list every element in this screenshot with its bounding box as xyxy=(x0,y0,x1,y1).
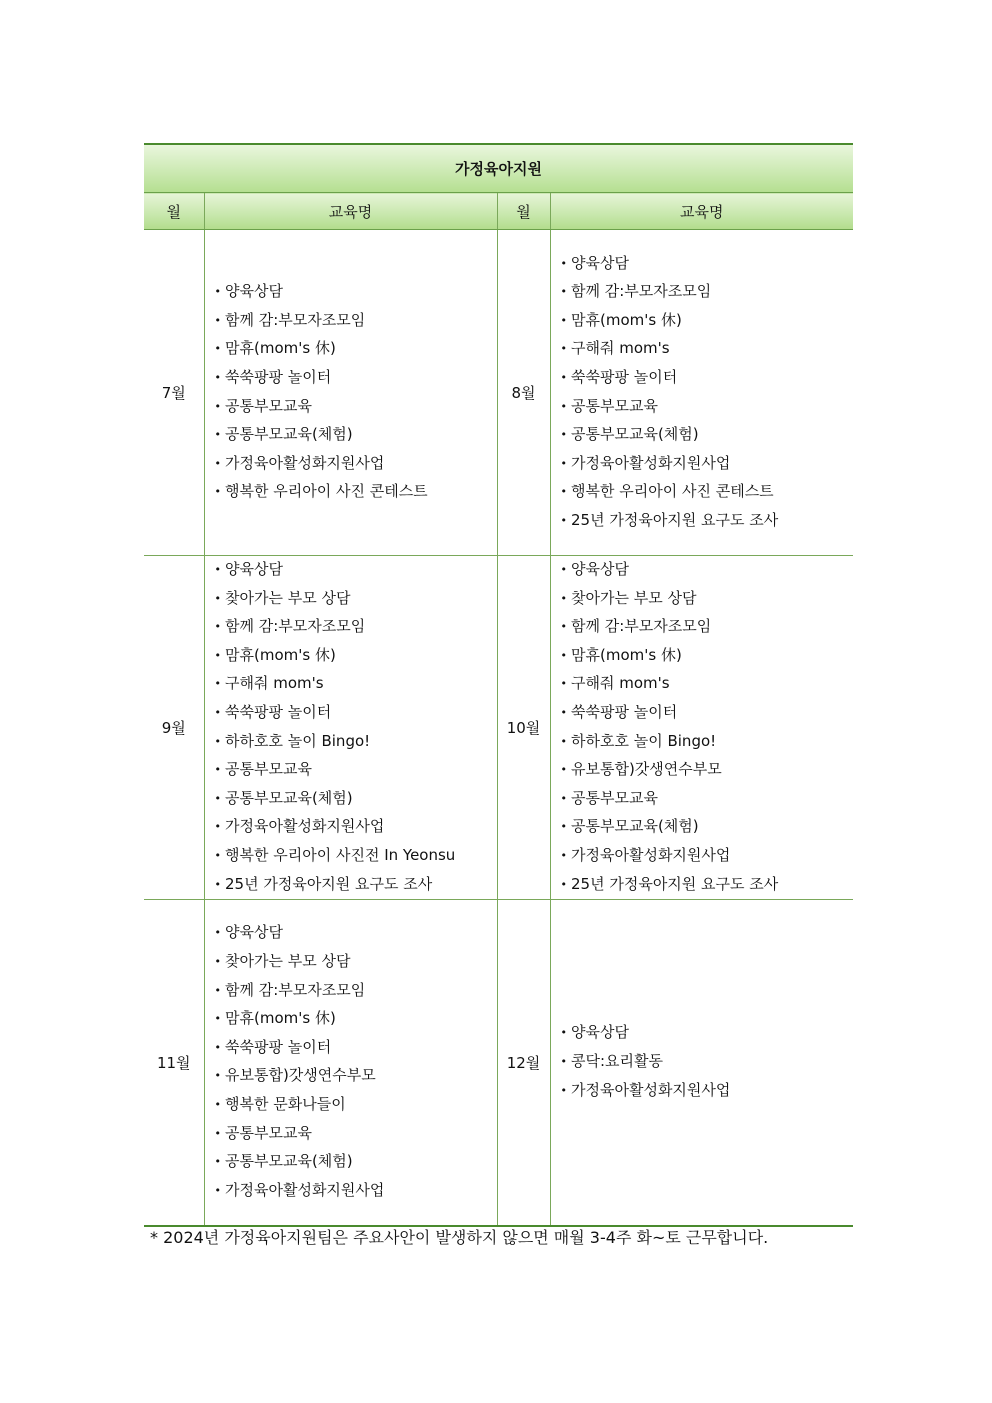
program-item: • 함께 감:부모자조모임 xyxy=(215,613,497,642)
header-month-right: 월 xyxy=(497,193,550,230)
program-item: • 공통부모교육(체험) xyxy=(215,421,497,450)
program-item: • 맘휴(mom's 休) xyxy=(215,642,497,671)
program-item: • 공통부모교육 xyxy=(215,756,497,785)
month-cell: 11월 xyxy=(144,900,204,1226)
month-cell: 12월 xyxy=(497,900,550,1226)
program-item: • 맘휴(mom's 休) xyxy=(561,642,854,671)
program-item: • 유보통합)갓생연수부모 xyxy=(215,1062,497,1091)
program-item: • 공통부모교육(체험) xyxy=(561,813,854,842)
table-row xyxy=(144,230,853,556)
program-item: • 하하호호 놀이 Bingo! xyxy=(215,728,497,757)
program-item: • 콩닥:요리활동 xyxy=(561,1048,854,1077)
program-item: • 쑥쑥팡팡 놀이터 xyxy=(215,1034,497,1063)
program-list xyxy=(215,556,497,899)
header-program-right: 교육명 xyxy=(550,193,853,230)
program-item: • 양육상담 xyxy=(561,1019,854,1048)
footnote: * 2024년 가정육아지원팀은 주요사안이 발생하지 않으면 매월 3-4주 화~토 근무합니다. xyxy=(150,1228,769,1247)
program-item: • 공통부모교육 xyxy=(561,785,854,814)
program-item: • 양육상담 xyxy=(215,556,497,585)
program-item: • 맘휴(mom's 休) xyxy=(215,335,497,364)
program-item: • 쑥쑥팡팡 놀이터 xyxy=(215,364,497,393)
program-item: • 공통부모교육 xyxy=(561,393,854,422)
header-row xyxy=(144,193,853,230)
program-item: • 맘휴(mom's 休) xyxy=(561,307,854,336)
program-item: • 가정육아활성화지원사업 xyxy=(561,1077,854,1106)
program-item: • 양육상담 xyxy=(561,556,854,585)
program-item: • 가정육아활성화지원사업 xyxy=(561,842,854,871)
header-program-left: 교육명 xyxy=(204,193,497,230)
program-cell xyxy=(550,230,853,556)
program-item: • 유보통합)갓생연수부모 xyxy=(561,756,854,785)
program-list xyxy=(561,250,854,536)
program-item: • 찾아가는 부모 상담 xyxy=(561,585,854,614)
program-item: • 찾아가는 부모 상담 xyxy=(215,948,497,977)
program-item: • 양육상담 xyxy=(561,250,854,279)
program-item: • 행복한 문화나들이 xyxy=(215,1091,497,1120)
program-cell xyxy=(550,900,853,1226)
program-item: • 양육상담 xyxy=(215,919,497,948)
program-item: • 가정육아활성화지원사업 xyxy=(561,450,854,479)
program-item: • 25년 가정육아지원 요구도 조사 xyxy=(215,871,497,900)
program-item: • 쑥쑥팡팡 놀이터 xyxy=(561,699,854,728)
program-item: • 구해줘 mom's xyxy=(561,670,854,699)
program-item: • 구해줘 mom's xyxy=(561,335,854,364)
program-item: • 25년 가정육아지원 요구도 조사 xyxy=(561,871,854,900)
program-item: • 가정육아활성화지원사업 xyxy=(215,1177,497,1206)
month-cell: 10월 xyxy=(497,556,550,900)
program-list xyxy=(561,1019,854,1105)
program-item: • 행복한 우리아이 사진 콘테스트 xyxy=(215,478,497,507)
program-item: • 구해줘 mom's xyxy=(215,670,497,699)
program-item: • 쑥쑥팡팡 놀이터 xyxy=(215,699,497,728)
program-item: • 행복한 우리아이 사진전 In Yeonsu xyxy=(215,842,497,871)
program-item: • 공통부모교육 xyxy=(215,1120,497,1149)
program-item: • 가정육아활성화지원사업 xyxy=(215,450,497,479)
program-item: • 양육상담 xyxy=(215,278,497,307)
program-item: • 맘휴(mom's 休) xyxy=(215,1005,497,1034)
program-item: • 공통부모교육(체험) xyxy=(215,1148,497,1177)
program-item: • 공통부모교육(체험) xyxy=(561,421,854,450)
program-list xyxy=(215,919,497,1205)
program-item: • 행복한 우리아이 사진 콘테스트 xyxy=(561,478,854,507)
program-cell xyxy=(204,230,497,556)
program-list xyxy=(561,556,854,899)
program-cell xyxy=(204,900,497,1226)
program-cell xyxy=(550,556,853,900)
program-item: • 쑥쑥팡팡 놀이터 xyxy=(561,364,854,393)
program-list xyxy=(215,278,497,507)
program-item: • 25년 가정육아지원 요구도 조사 xyxy=(561,507,854,536)
table-row xyxy=(144,556,853,900)
program-item: • 공통부모교육(체험) xyxy=(215,785,497,814)
month-cell: 9월 xyxy=(144,556,204,900)
program-item: • 공통부모교육 xyxy=(215,393,497,422)
program-item: • 함께 감:부모자조모임 xyxy=(561,613,854,642)
program-item: • 가정육아활성화지원사업 xyxy=(215,813,497,842)
header-month-left: 월 xyxy=(144,193,204,230)
month-cell: 8월 xyxy=(497,230,550,556)
program-cell xyxy=(204,556,497,900)
program-item: • 하하호호 놀이 Bingo! xyxy=(561,728,854,757)
month-cell: 7월 xyxy=(144,230,204,556)
table-title: 가정육아지원 xyxy=(144,144,853,193)
schedule-table xyxy=(144,143,853,1227)
program-item: • 함께 감:부모자조모임 xyxy=(561,278,854,307)
program-item: • 함께 감:부모자조모임 xyxy=(215,307,497,336)
program-item: • 함께 감:부모자조모임 xyxy=(215,977,497,1006)
table-row xyxy=(144,900,853,1226)
program-item: • 찾아가는 부모 상담 xyxy=(215,585,497,614)
